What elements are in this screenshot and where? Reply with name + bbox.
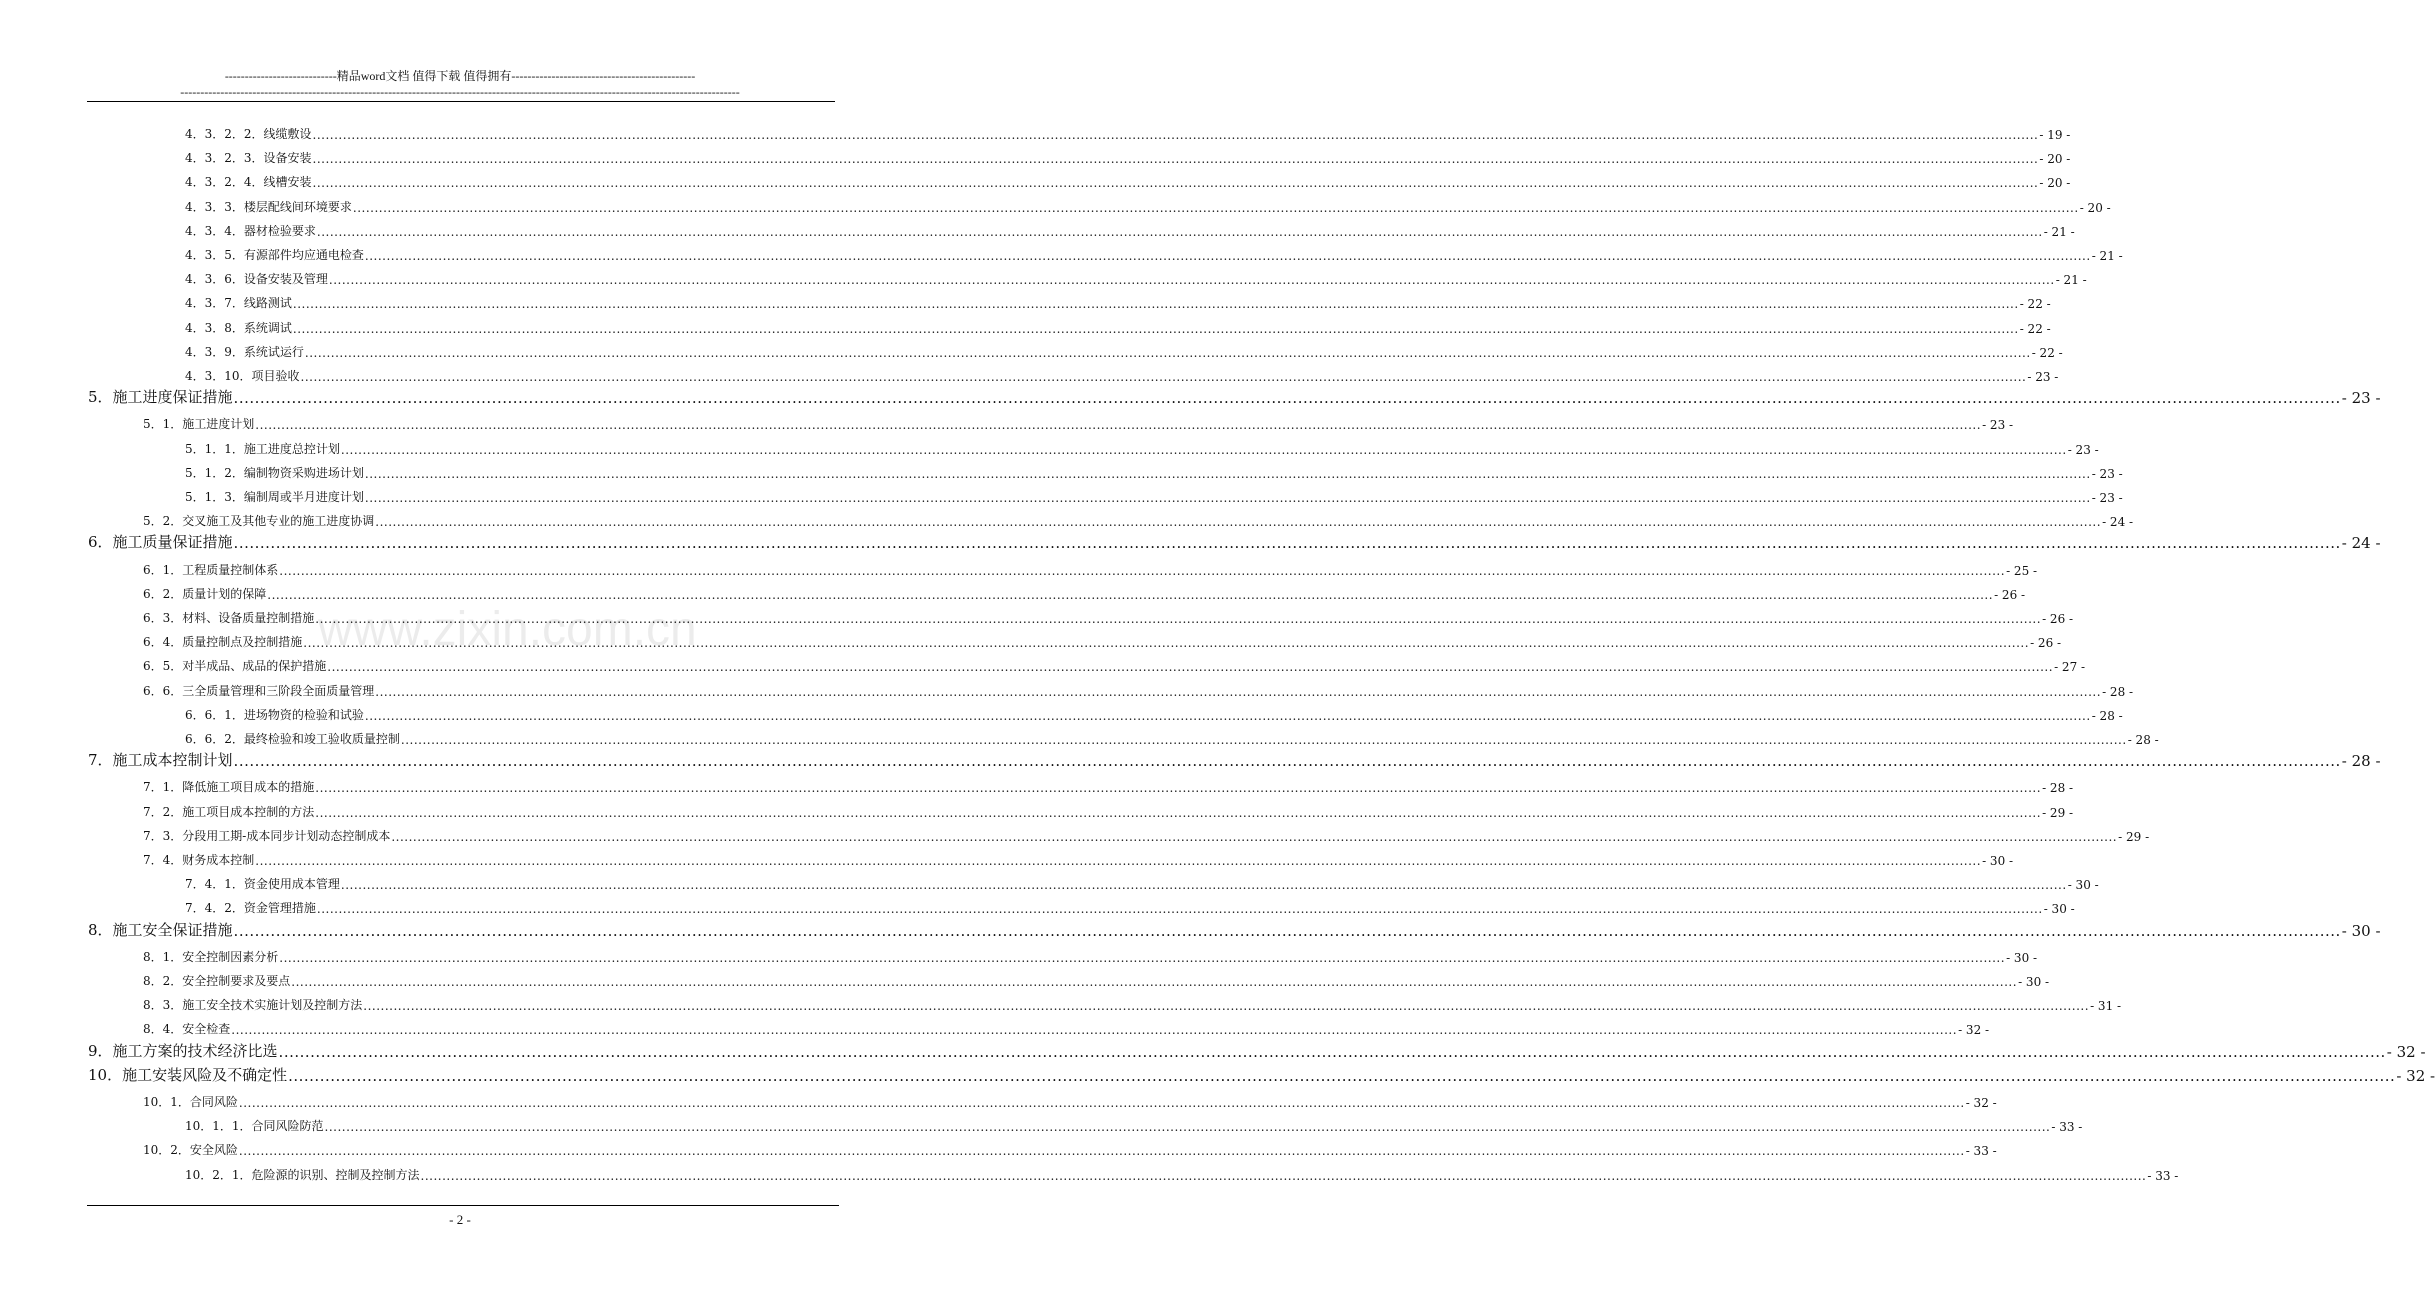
toc-entry-page: - 20 - — [2079, 200, 2111, 215]
toc-entry-page: - 23 - — [2027, 370, 2059, 384]
toc-dot-leader: ................................................................................................................................................................................................................................................................................................................................................................................................................ — [278, 1042, 2386, 1061]
toc-entry-label: 4．3．3．楼层配线间环境要求 — [185, 199, 352, 214]
watermark: www.zixin.com.cn — [318, 603, 697, 656]
toc-dot-leader: ................................................................................................................................................................................................................................................................................................................................................................................................................ — [255, 854, 1982, 868]
toc-dot-leader: ................................................................................................................................................................................................................................................................................................................................................................................................................ — [255, 418, 1982, 433]
toc-entry[interactable] — [143, 412, 2014, 433]
toc-entry-label: 4．3．9．系统试运行 — [185, 344, 304, 359]
toc-dot-leader: ................................................................................................................................................................................................................................................................................................................................................................................................................ — [231, 1023, 1958, 1038]
toc-dot-leader: ................................................................................................................................................................................................................................................................................................................................................................................................................ — [312, 152, 2039, 167]
toc-entry-page: - 26 - — [1994, 587, 2026, 602]
toc-entry[interactable] — [88, 918, 2381, 940]
toc-dot-leader: ................................................................................................................................................................................................................................................................................................................................................................................................................ — [292, 297, 2019, 312]
toc-entry[interactable] — [143, 558, 2038, 578]
footer-rule — [87, 1205, 839, 1206]
toc-entry-page: - 31 - — [2090, 999, 2122, 1014]
toc-entry-label: 7．施工成本控制计划 — [88, 751, 233, 770]
toc-entry-page: - 26 - — [2030, 636, 2062, 651]
toc-entry-label: 6．2．质量计划的保障 — [143, 586, 267, 601]
toc-entry-label: 7．1．降低施工项目成本的措施 — [143, 780, 315, 795]
toc-dot-leader: ................................................................................................................................................................................................................................................................................................................................................................................................................ — [288, 1066, 2396, 1085]
toc-entry-page: - 22 - — [2019, 321, 2051, 336]
toc-dot-leader: ................................................................................................................................................................................................................................................................................................................................................................................................................ — [303, 636, 2030, 651]
toc-dot-leader: ................................................................................................................................................................................................................................................................................................................................................................................................................ — [364, 491, 2091, 505]
toc-entry-label: 6．6．2．最终检验和竣工验收质量控制 — [185, 732, 400, 746]
toc-entry-label: 5．1．3．编制周或半月进度计划 — [185, 490, 364, 504]
toc-entry-label: 10．施工安装风险及不确定性 — [88, 1065, 288, 1084]
toc-dot-leader: ................................................................................................................................................................................................................................................................................................................................................................................................................ — [315, 781, 2042, 796]
toc-entry-page: - 22 - — [2019, 297, 2051, 312]
toc-dot-leader: ................................................................................................................................................................................................................................................................................................................................................................................................................ — [300, 370, 2027, 384]
toc-entry-label: 9．施工方案的技术经济比选 — [88, 1041, 278, 1060]
toc-entry-page: - 32 - — [2396, 1066, 2435, 1085]
toc-entry-label: 8．4．安全检查 — [143, 1022, 231, 1037]
toc-entry-label: 8．2．安全控制要求及要点 — [143, 974, 291, 988]
toc-entry-label: 4．3．6．设备安装及管理 — [185, 272, 328, 287]
toc-entry[interactable] — [185, 1114, 2083, 1135]
toc-entry-label: 5．施工进度保证措施 — [88, 388, 233, 407]
toc-entry-label: 6．6．三全质量管理和三阶段全面质量管理 — [143, 683, 375, 698]
toc-entry[interactable] — [143, 509, 2134, 530]
toc-entry[interactable] — [185, 195, 2111, 215]
toc-entry-label: 5．2．交叉施工及其他专业的施工进度协调 — [143, 514, 375, 529]
toc-entry[interactable] — [185, 364, 2059, 384]
toc-entry-page: - 28 - — [2042, 781, 2074, 796]
toc-entry-page: - 30 - — [2341, 921, 2381, 940]
toc-entry-page: - 33 - — [1965, 1144, 1997, 1159]
toc-entry-page: - 30 - — [2067, 878, 2099, 893]
toc-entry[interactable] — [185, 896, 2075, 917]
toc-entry[interactable] — [185, 267, 2087, 288]
toc-entry-label: 6．3．材料、设备质量控制措施 — [143, 611, 315, 625]
toc-entry[interactable] — [185, 1163, 2179, 1183]
toc-entry-label: 10．1．1．合同风险防范 — [185, 1119, 324, 1134]
toc-entry-page: - 22 - — [2031, 345, 2063, 360]
toc-entry[interactable] — [88, 1063, 2435, 1085]
toc-entry-label: 7．3．分段用工期-成本同步计划动态控制成本 — [143, 828, 391, 843]
toc-entry[interactable] — [143, 993, 2122, 1014]
toc-entry-page: - 28 - — [2102, 684, 2134, 699]
toc-dot-leader: ................................................................................................................................................................................................................................................................................................................................................................................................................ — [391, 829, 2118, 844]
toc-dot-leader: ................................................................................................................................................................................................................................................................................................................................................................................................................ — [315, 805, 2042, 820]
toc-entry[interactable] — [88, 748, 2381, 771]
toc-entry-page: - 24 - — [2102, 515, 2134, 530]
toc-dot-leader: ................................................................................................................................................................................................................................................................................................................................................................................................................ — [420, 1168, 2147, 1183]
toc-entry-page: - 20 - — [2039, 176, 2071, 191]
toc-entry[interactable] — [185, 727, 2159, 747]
toc-entry-page: - 24 - — [2341, 534, 2381, 553]
page-header-title: ----------------------------精品word文档 值得下载 值得拥有---------------------------------------------- — [224, 69, 696, 83]
toc-entry[interactable] — [185, 243, 2123, 263]
toc-dot-leader: ................................................................................................................................................................................................................................................................................................................................................................................................................ — [312, 176, 2039, 191]
toc-dot-leader: ................................................................................................................................................................................................................................................................................................................................................................................................................ — [267, 587, 1994, 602]
toc-entry[interactable] — [185, 703, 2123, 723]
toc-entry-label: 6．4．质量控制点及控制措施 — [143, 635, 303, 650]
toc-dot-leader: ................................................................................................................................................................................................................................................................................................................................................................................................................ — [352, 200, 2079, 215]
toc-entry-label: 4．3．7．线路测试 — [185, 296, 292, 311]
toc-dot-leader: ................................................................................................................................................................................................................................................................................................................................................................................................................ — [238, 1096, 1965, 1110]
toc-dot-leader: ................................................................................................................................................................................................................................................................................................................................................................................................................ — [328, 273, 2055, 288]
toc-entry-label: 4．3．2．2．线缆敷设 — [185, 127, 312, 141]
toc-entry[interactable] — [185, 461, 2123, 481]
toc-entry-page: - 21 - — [2091, 249, 2123, 263]
toc-entry-label: 4．3．5．有源部件均应通电检查 — [185, 248, 364, 262]
toc-entry[interactable] — [185, 437, 2099, 457]
toc-entry-page: - 32 - — [1965, 1096, 1997, 1110]
toc-dot-leader: ................................................................................................................................................................................................................................................................................................................................................................................................................ — [304, 345, 2031, 360]
toc-entry[interactable] — [185, 122, 2071, 142]
toc-entry-label: 4．3．4．器材检验要求 — [185, 223, 316, 238]
toc-entry-page: - 30 - — [2006, 950, 2038, 965]
toc-dot-leader: ................................................................................................................................................................................................................................................................................................................................................................................................................ — [291, 975, 2018, 989]
toc-entry-page: - 30 - — [2043, 902, 2075, 917]
toc-entry-page: - 33 - — [2147, 1168, 2179, 1183]
toc-entry-label: 7．2．施工项目成本控制的方法 — [143, 804, 315, 819]
toc-entry-label: 6．5．对半成品、成品的保护措施 — [143, 659, 327, 674]
toc-entry[interactable] — [143, 654, 2086, 675]
toc-dot-leader: ................................................................................................................................................................................................................................................................................................................................................................................................................ — [316, 902, 2043, 917]
toc-entry-label: 8．1．安全控制因素分析 — [143, 949, 279, 964]
toc-entry-label: 7．4．2．资金管理措施 — [185, 901, 316, 916]
toc-entry-page: - 26 - — [2042, 612, 2074, 626]
toc-entry-label: 5．1．2．编制物资采购进场计划 — [185, 465, 364, 480]
toc-entry[interactable] — [143, 824, 2150, 844]
toc-dot-leader: ................................................................................................................................................................................................................................................................................................................................................................................................................ — [375, 515, 2102, 530]
toc-entry-label: 5．1．1．施工进度总控计划 — [185, 441, 340, 456]
toc-entry[interactable] — [143, 1090, 1997, 1110]
toc-entry[interactable] — [143, 679, 2134, 699]
toc-entry-page: - 21 - — [2043, 224, 2075, 239]
toc-entry[interactable] — [88, 1039, 2426, 1061]
toc-entry-page: - 23 - — [2067, 442, 2099, 457]
toc-entry-label: 4．3．8．系统调试 — [185, 320, 292, 335]
toc-entry-page: - 23 - — [2091, 491, 2123, 505]
toc-entry[interactable] — [185, 340, 2063, 360]
toc-entry-label: 4．3．2．4．线槽安装 — [185, 175, 312, 190]
toc-entry-page: - 25 - — [2006, 563, 2038, 578]
toc-dot-leader: ................................................................................................................................................................................................................................................................................................................................................................................................................ — [327, 660, 2054, 675]
toc-entry[interactable] — [185, 872, 2099, 893]
toc-entry-page: - 32 - — [2386, 1042, 2426, 1061]
toc-entry[interactable] — [185, 291, 2051, 312]
toc-entry[interactable] — [185, 146, 2071, 167]
toc-entry[interactable] — [143, 800, 2074, 820]
toc-entry-page: - 20 - — [2039, 152, 2071, 167]
toc-entry-page: - 30 - — [2018, 975, 2050, 989]
toc-entry-page: - 23 - — [1982, 418, 2014, 433]
toc-entry-page: - 28 - — [2341, 752, 2381, 771]
toc-dot-leader: ................................................................................................................................................................................................................................................................................................................................................................................................................ — [340, 442, 2067, 457]
toc-entry[interactable] — [88, 385, 2381, 408]
toc-dot-leader: ................................................................................................................................................................................................................................................................................................................................................................................................................ — [316, 224, 2043, 239]
toc-entry-page: - 29 - — [2118, 829, 2150, 844]
toc-entry-page: - 30 - — [1982, 854, 2014, 868]
toc-entry[interactable] — [143, 582, 2026, 602]
toc-entry-page: - 23 - — [2341, 389, 2381, 408]
toc-dot-leader: ................................................................................................................................................................................................................................................................................................................................................................................................................ — [363, 999, 2090, 1014]
toc-entry-page: - 32 - — [1958, 1023, 1990, 1038]
toc-entry-label: 10．2．1．危险源的识别、控制及控制方法 — [185, 1167, 420, 1182]
toc-dot-leader: ................................................................................................................................................................................................................................................................................................................................................................................................................ — [238, 1144, 1965, 1159]
toc-dot-leader: ................................................................................................................................................................................................................................................................................................................................................................................................................ — [292, 321, 2019, 336]
toc-entry-label: 8．施工安全保证措施 — [88, 920, 233, 939]
toc-dot-leader: ................................................................................................................................................................................................................................................................................................................................................................................................................ — [364, 249, 2091, 263]
header-rule — [87, 101, 835, 102]
toc-dot-leader: ................................................................................................................................................................................................................................................................................................................................................................................................................ — [375, 684, 2102, 699]
toc-dot-leader: ................................................................................................................................................................................................................................................................................................................................................................................................................ — [364, 708, 2091, 723]
toc-entry-page: - 28 - — [2127, 733, 2159, 747]
footer-page-number: - 2 - — [449, 1212, 471, 1227]
toc-entry[interactable] — [143, 1017, 1990, 1038]
toc-dot-leader: ................................................................................................................................................................................................................................................................................................................................................................................................................ — [233, 921, 2341, 940]
toc-entry[interactable] — [143, 1138, 1997, 1159]
toc-entry-label: 10．2．安全风险 — [143, 1143, 238, 1158]
toc-dot-leader: ................................................................................................................................................................................................................................................................................................................................................................................................................ — [400, 733, 2127, 747]
toc-entry[interactable] — [143, 775, 2074, 796]
toc-entry-label: 6．1．工程质量控制体系 — [143, 562, 279, 577]
toc-entry-page: - 28 - — [2091, 708, 2123, 723]
toc-dot-leader: ................................................................................................................................................................................................................................................................................................................................................................................................................ — [364, 466, 2091, 481]
toc-entry-page: - 27 - — [2054, 660, 2086, 675]
toc-entry-label: 6．6．1．进场物资的检验和试验 — [185, 707, 364, 722]
toc-entry[interactable] — [185, 170, 2071, 191]
toc-entry-label: 4．3．10．项目验收 — [185, 369, 300, 383]
toc-dot-leader: ................................................................................................................................................................................................................................................................................................................................................................................................................ — [312, 128, 2039, 142]
toc-dot-leader: ................................................................................................................................................................................................................................................................................................................................................................................................................ — [233, 389, 2341, 408]
toc-dot-leader: ................................................................................................................................................................................................................................................................................................................................................................................................................ — [315, 612, 2042, 626]
toc-dot-leader: ................................................................................................................................................................................................................................................................................................................................................................................................................ — [233, 752, 2341, 771]
toc-entry-label: 8．3．施工安全技术实施计划及控制方法 — [143, 998, 363, 1013]
toc-dot-leader: ................................................................................................................................................................................................................................................................................................................................................................................................................ — [340, 878, 2067, 893]
toc-entry[interactable] — [185, 485, 2123, 505]
toc-entry-label: 5．1．施工进度计划 — [143, 417, 255, 432]
page-header-dashes: -------------------------------------------------------------------------------------------------------------------------------------------- — [180, 85, 740, 99]
toc-entry-label: 7．4．财务成本控制 — [143, 853, 255, 867]
toc-dot-leader: ................................................................................................................................................................................................................................................................................................................................................................................................................ — [279, 563, 2006, 578]
toc-entry-label: 7．4．1．资金使用成本管理 — [185, 877, 340, 892]
toc-entry-page: - 23 - — [2091, 466, 2123, 481]
toc-entry-page: - 29 - — [2042, 805, 2074, 820]
toc-entry-label: 4．3．2．3．设备安装 — [185, 151, 312, 166]
toc-entry-page: - 33 - — [2051, 1120, 2083, 1135]
toc-entry-page: - 19 - — [2039, 128, 2071, 142]
toc-entry[interactable] — [143, 848, 2014, 868]
toc-entry-label: 6．施工质量保证措施 — [88, 533, 233, 552]
toc-entry[interactable] — [185, 219, 2075, 239]
toc-dot-leader: ................................................................................................................................................................................................................................................................................................................................................................................................................ — [324, 1120, 2051, 1135]
toc-dot-leader: ................................................................................................................................................................................................................................................................................................................................................................................................................ — [279, 950, 2006, 965]
toc-entry[interactable] — [185, 316, 2051, 336]
toc-dot-leader: ................................................................................................................................................................................................................................................................................................................................................................................................................ — [233, 534, 2341, 553]
toc-entry-label: 10．1．合同风险 — [143, 1095, 238, 1109]
toc-entry[interactable] — [143, 945, 2038, 965]
toc-entry[interactable] — [88, 530, 2381, 553]
toc-entry-page: - 21 - — [2055, 273, 2087, 288]
toc-entry[interactable] — [143, 969, 2050, 989]
